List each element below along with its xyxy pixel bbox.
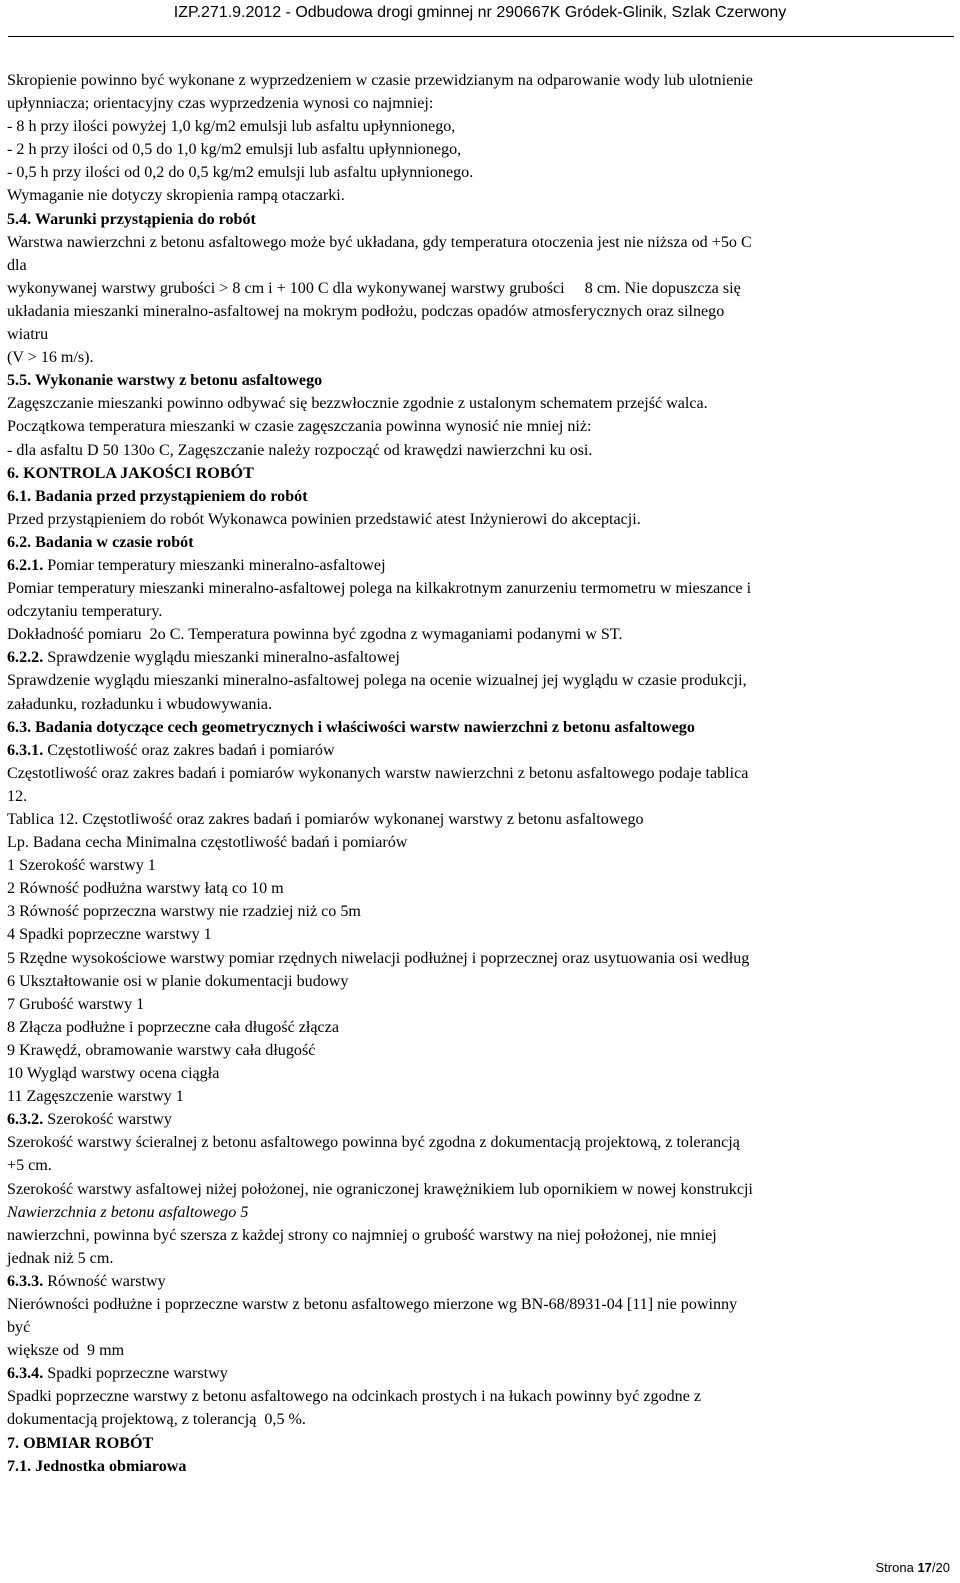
body-text: być bbox=[7, 1319, 31, 1337]
body-text: 3 Równość poprzeczna warstwy nie rzadziej niż co 5m bbox=[7, 903, 361, 921]
text-line bbox=[7, 1316, 953, 1339]
text-line bbox=[7, 1085, 953, 1108]
body-text: Szerokość warstwy bbox=[43, 1111, 172, 1129]
body-text: (V > 16 m/s). bbox=[7, 349, 94, 367]
text-line bbox=[7, 577, 953, 600]
bold-text: 6.3.2. bbox=[7, 1111, 44, 1129]
text-line bbox=[7, 877, 953, 900]
text-line bbox=[7, 392, 953, 415]
bold-text: 6.3.4. bbox=[7, 1365, 44, 1383]
body-text: Przed przystąpieniem do robót Wykonawca powinien przedstawić atest Inżynierowi do akceptacji. bbox=[7, 510, 641, 528]
body-text: dla bbox=[7, 256, 27, 274]
text-line bbox=[7, 369, 953, 392]
text-line bbox=[7, 808, 953, 831]
body-text: Wymaganie nie dotyczy skropienia rampą otaczarki. bbox=[7, 187, 345, 205]
body-text: Spadki poprzeczne warstwy z betonu asfaltowego na odcinkach prostych i na łukach powinny być zgodne z bbox=[7, 1388, 702, 1406]
text-line bbox=[7, 161, 953, 184]
body-text: Szerokość warstwy asfaltowej niżej położonej, nie ograniczonej krawężnikiem lub opornikiem w nowej konstrukcji bbox=[7, 1180, 753, 1198]
text-line bbox=[7, 785, 953, 808]
text-line bbox=[7, 600, 953, 623]
bold-text: 6.3.1. bbox=[7, 741, 44, 759]
body-text: Szerokość warstwy ścieralnej z betonu asfaltowego powinna być zgodna z dokumentacją projektową, z tolerancją bbox=[7, 1134, 740, 1152]
body-text: Częstotliwość oraz zakres badań i pomiarów wykonanych warstw nawierzchni z betonu asfaltowego podaje tablica bbox=[7, 764, 749, 782]
body-text: 5 Rzędne wysokościowe warstwy pomiar rzędnych niwelacji podłużnej i poprzecznej oraz usytuowania osi według bbox=[7, 949, 750, 967]
text-line bbox=[7, 1108, 953, 1131]
body-text: upłynniacza; orientacyjny czas wyprzedzenia wynosi co najmniej: bbox=[7, 95, 434, 113]
bold-text: 6.1. Badania przed przystąpieniem do robót bbox=[7, 487, 308, 505]
text-line bbox=[7, 970, 953, 993]
page-separator: / bbox=[931, 1560, 936, 1575]
body-text: wiatru bbox=[7, 326, 49, 344]
body-text: 4 Spadki poprzeczne warstwy 1 bbox=[7, 926, 212, 944]
body-text: 1 Szerokość warstwy 1 bbox=[7, 857, 156, 875]
bold-text: 7. OBMIAR ROBÓT bbox=[7, 1434, 154, 1452]
text-line bbox=[7, 1039, 953, 1062]
bold-text: 7.1. Jednostka obmiarowa bbox=[7, 1457, 187, 1475]
body-text: wykonywanej warstwy grubości > 8 cm i + 100 C dla wykonywanej warstwy grubości 8 cm. Nie dopuszcza się bbox=[7, 279, 741, 297]
text-line bbox=[7, 1131, 953, 1154]
body-text: +5 cm. bbox=[7, 1157, 52, 1175]
body-text: Równość warstwy bbox=[43, 1272, 166, 1290]
body-text: Nierówności podłużne i poprzeczne warstw z betonu asfaltowego mierzone wg BN-68/8931-04 [11] nie powinny bbox=[7, 1295, 738, 1313]
text-line bbox=[7, 415, 953, 438]
body-text: - 2 h przy ilości od 0,5 do 1,0 kg/m2 emulsji lub asfaltu upłynnionego, bbox=[7, 141, 462, 159]
body-text: - 0,5 h przy ilości od 0,2 do 0,5 kg/m2 emulsji lub asfaltu upłynnionego. bbox=[7, 164, 474, 182]
body-text: - dla asfaltu D 50 130o C, Zagęszczanie należy rozpocząć od krawędzi nawierzchni ku osi. bbox=[7, 441, 593, 459]
body-text: - 8 h przy ilości powyżej 1,0 kg/m2 emulsji lub asfaltu upłynnionego, bbox=[7, 118, 456, 136]
text-line bbox=[7, 646, 953, 669]
text-line bbox=[7, 138, 953, 161]
body-text: 12. bbox=[7, 787, 28, 805]
document-body bbox=[7, 69, 953, 1478]
page-label: Strona bbox=[875, 1560, 918, 1575]
text-line bbox=[7, 1062, 953, 1085]
text-line bbox=[7, 92, 953, 115]
body-text: Sprawdzenie wyglądu mieszanki mineralno-asfaltowej bbox=[43, 649, 400, 667]
text-line bbox=[7, 115, 953, 138]
bold-text: 6.3. Badania dotyczące cech geometrycznych i właściwości warstw nawierzchni z betonu asfaltowego bbox=[7, 718, 695, 736]
text-line bbox=[7, 1455, 953, 1478]
body-text: Pomiar temperatury mieszanki mineralno-asfaltowej polega na kilkakrotnym zanurzeniu termometru w mieszance i bbox=[7, 580, 752, 598]
text-line bbox=[7, 693, 953, 716]
body-text: Początkowa temperatura mieszanki w czasie zagęszczania powinna wynosić nie mniej niż: bbox=[7, 418, 592, 436]
body-text: Zagęszczanie mieszanki powinno odbywać się bezzwłocznie zgodnie z ustalonym schematem przejść walca. bbox=[7, 395, 708, 413]
page-current: 17 bbox=[917, 1560, 932, 1575]
text-line bbox=[7, 623, 953, 646]
text-line bbox=[7, 1385, 953, 1408]
page-total: 20 bbox=[935, 1560, 950, 1575]
body-text: Pomiar temperatury mieszanki mineralno-asfaltowej bbox=[43, 556, 386, 574]
text-line bbox=[7, 300, 953, 323]
body-text: dokumentacją projektową, z tolerancją 0,5 %. bbox=[7, 1411, 306, 1429]
body-text: Lp. Badana cecha Minimalna częstotliwość badań i pomiarów bbox=[7, 834, 408, 852]
body-text: 7 Grubość warstwy 1 bbox=[7, 995, 145, 1013]
text-line bbox=[7, 1154, 953, 1177]
text-line bbox=[7, 993, 953, 1016]
text-line bbox=[7, 1178, 953, 1201]
body-text: 2 Równość podłużna warstwy łatą co 10 m bbox=[7, 880, 284, 898]
body-text: załadunku, rozładunku i wbudowywania. bbox=[7, 695, 273, 713]
text-line bbox=[7, 1339, 953, 1362]
bold-text: 5.4. Warunki przystąpienia do robót bbox=[7, 210, 256, 228]
body-text: Częstotliwość oraz zakres badań i pomiarów bbox=[43, 741, 335, 759]
text-line bbox=[7, 923, 953, 946]
body-text: jednak niż 5 cm. bbox=[7, 1249, 114, 1267]
text-line bbox=[7, 947, 953, 970]
text-line bbox=[7, 1270, 953, 1293]
text-line bbox=[7, 554, 953, 577]
text-line bbox=[7, 231, 953, 254]
text-line bbox=[7, 854, 953, 877]
body-text: 10 Wygląd warstwy ocena ciągła bbox=[7, 1065, 220, 1083]
text-line bbox=[7, 485, 953, 508]
body-text: Warstwa nawierzchni z betonu asfaltowego może być układana, gdy temperatura otoczenia jest nie niższa od +5o C bbox=[7, 233, 752, 251]
body-text: Dokładność pomiaru 2o C. Temperatura powinna być zgodna z wymaganiami podanymi w ST. bbox=[7, 626, 623, 644]
text-line bbox=[7, 1293, 953, 1316]
text-line bbox=[7, 254, 953, 277]
body-text: 9 Krawędź, obramowanie warstwy cała długość bbox=[7, 1041, 316, 1059]
body-text: 6 Ukształtowanie osi w planie dokumentacji budowy bbox=[7, 972, 349, 990]
italic-text: Nawierzchnia z betonu asfaltowego 5 bbox=[7, 1203, 249, 1221]
body-text: większe od 9 mm bbox=[7, 1342, 125, 1360]
body-text: nawierzchni, powinna być szersza z każdej strony co najmniej o grubość warstwy na niej położonej, nie mniej bbox=[7, 1226, 717, 1244]
text-line bbox=[7, 346, 953, 369]
text-line bbox=[7, 462, 953, 485]
text-line bbox=[7, 508, 953, 531]
bold-text: 6. KONTROLA JAKOŚCI ROBÓT bbox=[7, 464, 254, 482]
bold-text: 6.2.1. bbox=[7, 556, 44, 574]
text-line bbox=[7, 1408, 953, 1431]
text-line bbox=[7, 1016, 953, 1039]
body-text: układania mieszanki mineralno-asfaltowej na mokrym podłożu, podczas opadów atmosferycznych oraz silnego bbox=[7, 302, 725, 320]
page-header: IZP.271.9.2012 - Odbudowa drogi gminnej nr 290667K Gródek-Glinik, Szlak Czerwony bbox=[173, 4, 787, 21]
text-line bbox=[7, 69, 953, 92]
page-number bbox=[876, 1560, 950, 1575]
body-text: odczytaniu temperatury. bbox=[7, 603, 163, 621]
bold-text: 6.2.2. bbox=[7, 649, 44, 667]
text-line bbox=[7, 1247, 953, 1270]
body-text: 8 Złącza podłużne i poprzeczne cała długość złącza bbox=[7, 1018, 339, 1036]
text-line bbox=[7, 1224, 953, 1247]
body-text: Sprawdzenie wyglądu mieszanki mineralno-asfaltowej polega na ocenie wizualnej jej wyglądu w czasie produkcji, bbox=[7, 672, 747, 690]
text-line bbox=[7, 1432, 953, 1455]
text-line bbox=[7, 739, 953, 762]
text-line bbox=[7, 531, 953, 554]
text-line bbox=[7, 277, 953, 300]
header-divider bbox=[8, 36, 954, 37]
text-line bbox=[7, 669, 953, 692]
text-line bbox=[7, 439, 953, 462]
body-text: Tablica 12. Częstotliwość oraz zakres badań i pomiarów wykonanej warstwy z betonu asfaltowego bbox=[7, 811, 644, 828]
text-line bbox=[7, 208, 953, 231]
body-text: Skropienie powinno być wykonane z wyprzedzeniem w czasie przewidzianym na odparowanie wody lub ulotnienie bbox=[7, 72, 753, 89]
text-line bbox=[7, 831, 953, 854]
bold-text: 5.5. Wykonanie warstwy z betonu asfaltowego bbox=[7, 372, 323, 390]
text-line bbox=[7, 184, 953, 207]
text-line bbox=[7, 762, 953, 785]
bold-text: 6.2. Badania w czasie robót bbox=[7, 533, 194, 551]
bold-text: 6.3.3. bbox=[7, 1272, 44, 1290]
text-line bbox=[7, 1201, 953, 1224]
text-line bbox=[7, 716, 953, 739]
body-text: Spadki poprzeczne warstwy bbox=[43, 1365, 228, 1383]
text-line bbox=[7, 1362, 953, 1385]
text-line bbox=[7, 323, 953, 346]
body-text: 11 Zagęszczenie warstwy 1 bbox=[7, 1088, 184, 1106]
text-line bbox=[7, 900, 953, 923]
